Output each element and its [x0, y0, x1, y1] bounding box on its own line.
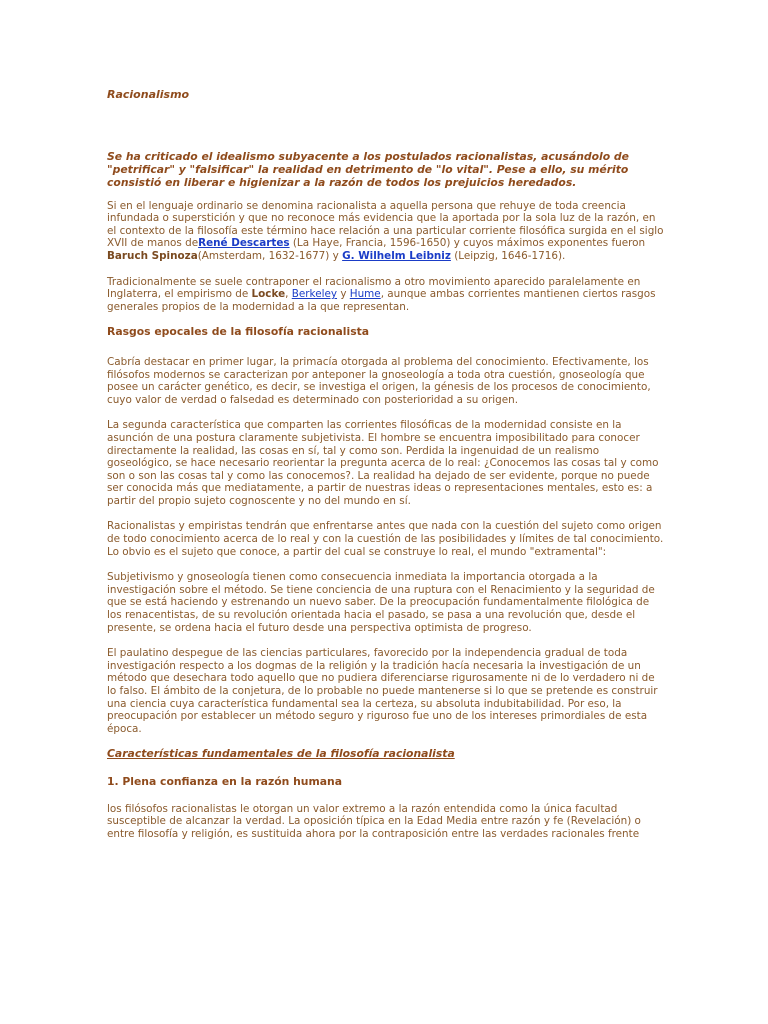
intro-paragraph	[107, 200, 667, 263]
link-hume[interactable]: Hume	[349, 288, 381, 301]
link-berkeley[interactable]: Berkeley	[291, 288, 338, 301]
intro-text-c: (Amsterdam, 1632-1677) y	[197, 249, 343, 262]
link-rene-descartes[interactable]: René Descartes	[198, 237, 290, 250]
intro-text-a: Si en el lenguaje ordinario se denomina racionalista a aquella persona que rehuye de toda creencia infundada o superstición y que no reconoce más evidencia que la aportada por la sola luz de la razón, en el contexto de la filosofía este término hace relación a una particular corriente filosófica surgida en el siglo XVII de manos de	[107, 199, 664, 250]
empirismo-and: y	[337, 288, 350, 301]
empirismo-text-a: Tradicionalmente se suele contraponer el racionalismo a otro movimiento aparecido paralelamente en Inglaterra, el empirismo de	[107, 275, 641, 301]
intro-text-d: (Leipzig, 1646-1716).	[450, 249, 566, 262]
name-baruch-spinoza: Baruch Spinoza	[107, 249, 198, 262]
empirismo-comma: ,	[285, 288, 292, 301]
paragraph-sujeto: Racionalistas y empiristas tendrán que enfrentarse antes que nada con la cuestión del sujeto como origen de todo conocimiento acerca de lo real y con la cuestión de las posibilidades y límites de tal conocimiento. Lo obvio es el sujeto que conoce, a partir del cual se construye lo real, el mundo "extramental":	[107, 520, 664, 558]
heading-caracteristicas[interactable]: Características fundamentales de la filosofía racionalista	[107, 747, 455, 761]
heading-plena-confianza: 1. Plena confianza en la razón humana	[107, 774, 343, 788]
page-title: Racionalismo	[107, 88, 190, 101]
empirismo-text-b: , aunque ambas corrientes mantienen ciertos rasgos generales propios de la modernidad a la que representan.	[107, 288, 656, 313]
article-body	[107, 150, 667, 853]
paragraph-subjetivismo: La segunda característica que comparten las corrientes filosóficas de la modernidad consiste en la asunción de una postura claramente subjetivista. El hombre se encuentra imposibilitado para conocer directamente la realidad, las cosas en sí, tal y como son. Perdida la ingenuidad de un realismo goseológico, se hace necesario reorientar la pregunta acerca de lo real: ¿Conocemos las cosas tal y como son o son las cosas tal y como las conocemos?. La realidad ha dejado de ser evidente, porque no puede ser conocida más que mediatamente, a partir de nuestras ideas o representaciones mentales, esto es: a partir del propio sujeto cognoscente y no del mundo en sí.	[107, 419, 659, 507]
empirismo-paragraph	[107, 276, 667, 314]
paragraph-conocimiento: Cabría destacar en primer lugar, la primacía otorgada al problema del conocimiento. Efectivamente, los filósofos modernos se caracterizan por anteponer la gnoseología a toda otra cuestión, gnoseología que posee un carácter genético, es decir, se investiga el origen, la génesis de los procesos de conocimiento, cuyo valor de verdad o falsedad es determinado con posterioridad a su origen.	[107, 355, 651, 406]
paragraph-ciencias: El paulatino despegue de las ciencias particulares, favorecido por la independencia gradual de toda investigación respecto a los dogmas de la religión y la tradición hacía necesaria la investigación de un método que desechara todo aquello que no pudiera diferenciarse rigurosamente ni de lo verdadero ni de lo falso. El ámbito de la conjetura, de lo probable no puede mantenerse si lo que se pretende es construir una ciencia cuya característica fundamental sea la certeza, su absoluta indubitabilidad. Por eso, la preocupación por establecer un método seguro y riguroso fue uno de los intereses primordiales de esta época.	[107, 647, 658, 735]
lead-paragraph: Se ha criticado el idealismo subyacente a los postulados racionalistas, acusándolo de "petrificar" y "falsificar" la realidad en detrimento de "lo vital". Pese a ello, su mérito consistió en liberar e higienizar a la razón de todos los prejuicios heredados.	[107, 150, 629, 190]
link-wilhelm-leibniz[interactable]: G. Wilhelm Leibniz	[342, 249, 451, 262]
intro-text-b: (La Haye, Francia, 1596-1650) y cuyos máximos exponentes fueron	[289, 237, 646, 250]
name-locke: Locke	[251, 288, 286, 301]
heading-rasgos-epocales: Rasgos epocales de la filosofía racionalista	[107, 325, 370, 339]
paragraph-metodo: Subjetivismo y gnoseología tienen como consecuencia inmediata la importancia otorgada a la investigación sobre el método. Se tiene conciencia de una ruptura con el Renacimiento y la seguridad de que se está haciendo y estrenando un nuevo saber. De la preocupación fundamentalmente filológica de los renacentistas, de su revolución orientada hacia el pasado, se pasa a una revolución que, desde el presente, se ordena hacia el futuro desde una perspectiva optimista de progreso.	[107, 571, 655, 634]
paragraph-razon: los filósofos racionalistas le otorgan un valor extremo a la razón entendida como la única facultad susceptible de alcanzar la verdad. La oposición típica en la Edad Media entre razón y fe (Revelación) o entre filosofía y religión, es sustituida ahora por la contraposición entre las verdades racionales frente	[107, 802, 641, 840]
